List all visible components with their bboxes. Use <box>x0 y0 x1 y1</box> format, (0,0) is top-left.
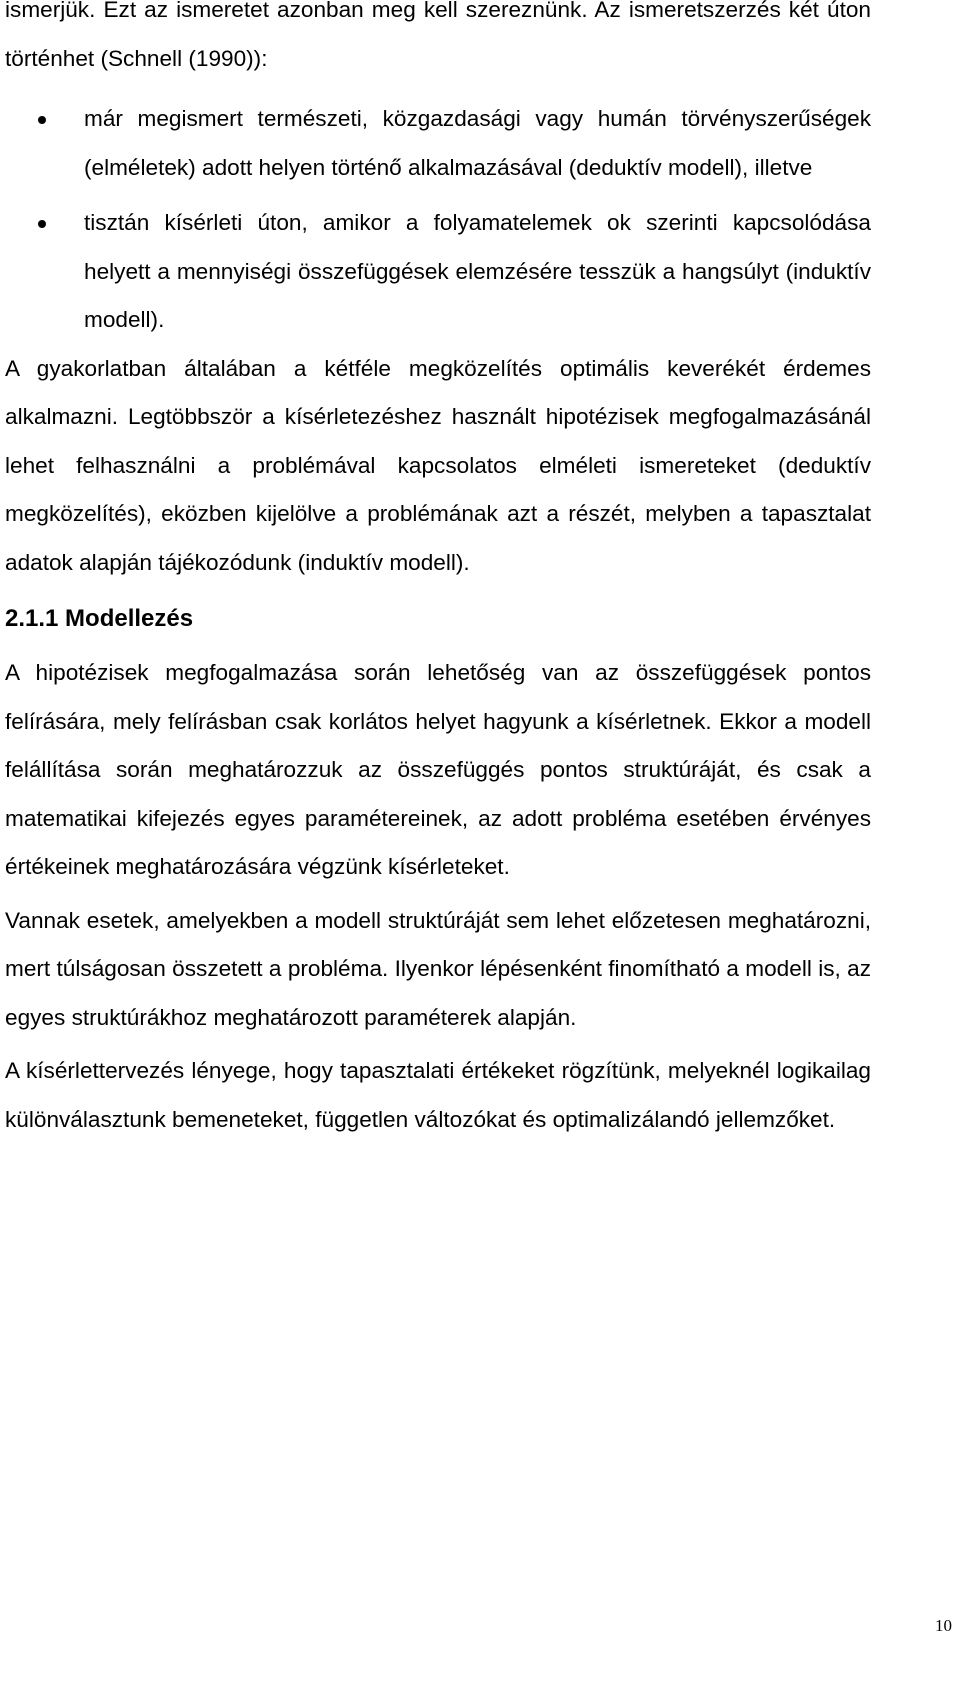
list-item <box>5 95 871 192</box>
body-paragraph: Vannak esetek, amelyekben a modell struktúráját sem lehet előzetesen meghatározni, mert túlságosan összetett a probléma. Ilyenkor lépésenként finomítható a modell is, az egyes struktúrákhoz meghatározott paraméterek alapján. <box>5 907 871 1030</box>
document-page <box>5 0 871 1144</box>
list-item <box>5 199 871 345</box>
body-paragraph: A kísérlettervezés lényege, hogy tapasztalati értékeket rögzítünk, melyeknél logikailag különválasztunk bemeneteket, független változókat és optimalizálandó jellemzőket. <box>5 1058 871 1132</box>
list-item-text: tisztán kísérleti úton, amikor a folyamatelemek ok szerinti kapcsolódása helyett a mennyiségi összefüggések elemzésére tesszük a hangsúlyt (induktív modell). <box>84 210 871 332</box>
page-number: 10 <box>935 1616 952 1635</box>
list-item-text: már megismert természeti, közgazdasági vagy humán törvényszerűségek (elméletek) adott helyen történő alkalmazásával (deduktív modell), illetve <box>84 106 871 180</box>
bullet-icon <box>38 116 46 124</box>
bullet-list <box>5 95 871 345</box>
practice-paragraph: A gyakorlatban általában a kétféle megközelítés optimális keverékét érdemes alkalmazni. Legtöbbször a kísérletezéshez használt hipotézisek megfogalmazásánál lehet felhasználni a problémával kapcsolatos elméleti ismereteket (deduktív megközelítés), eközben kijelölve a problémának azt a részét, melyben a tapasztalat adatok alapján tájékozódunk (induktív modell). <box>5 355 871 575</box>
section-heading: 2.1.1 Modellezés <box>5 605 194 632</box>
body-paragraph: A hipotézisek megfogalmazása során lehetőség van az összefüggések pontos felírására, mely felírásban csak korlátos helyet hagyunk a kísérletnek. Ekkor a modell felállítása során meghatározzuk az összefüggés pontos struktúráját, és csak a matematikai kifejezés egyes paramétereinek, az adott probléma esetében érvényes értékeinek meghatározására végzünk kísérleteket. <box>5 660 871 879</box>
bullet-icon <box>38 220 46 228</box>
intro-paragraph: ismerjük. Ezt az ismeretet azonban meg kell szereznünk. Az ismeretszerzés két úton történhet (Schnell (1990)): <box>5 0 871 71</box>
